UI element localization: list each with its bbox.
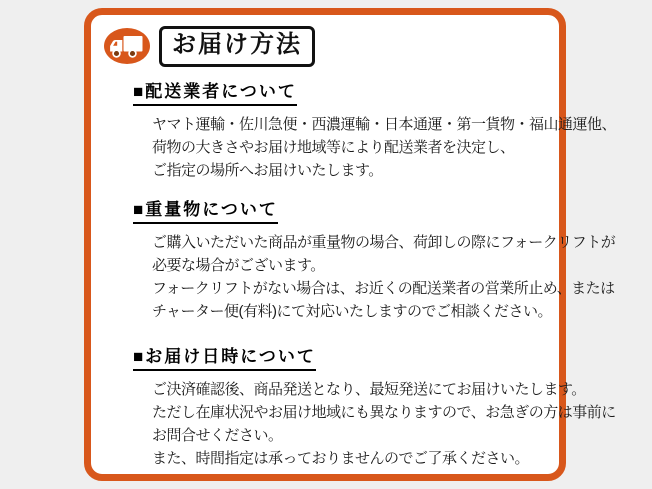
body-line: ご指定の場所へお届けいたします。 — [152, 161, 383, 179]
body-line: ヤマト運輸・佐川急便・西濃運輸・日本通運・第一貨物・福山通運他、 — [152, 115, 617, 133]
section-heavy-items — [133, 195, 616, 323]
body-line: フォークリフトがない場合は、お近くの配送業者の営業所止め、または — [152, 279, 615, 297]
section-body — [152, 378, 616, 470]
section-body — [152, 113, 617, 182]
panel-header — [104, 26, 559, 67]
body-line: チャーター便(有料)にて対応いたしますのでご相談ください。 — [152, 302, 553, 320]
body-line: ただし在庫状況やお届け地域にも異なりますので、お急ぎの方は事前に — [152, 403, 616, 421]
body-line: ご購入いただいた商品が重量物の場合、荷卸しの際にフォークリフトが — [152, 233, 616, 251]
section-heading: ■重量物について — [133, 195, 278, 224]
section-delivery-companies — [133, 77, 617, 182]
section-heading: ■配送業者について — [133, 77, 297, 106]
body-line: 荷物の大きさやお届け地域等により配送業者を決定し、 — [152, 138, 515, 156]
body-line: ご決済確認後、商品発送となり、最短発送にてお届けいたします。 — [152, 380, 586, 398]
section-heading: ■お届け日時について — [133, 342, 316, 371]
body-line: 必要な場合がございます。 — [152, 256, 325, 274]
sections-container — [133, 77, 617, 470]
truck-icon — [104, 28, 150, 64]
section-delivery-datetime — [133, 342, 616, 470]
body-line: お問合せください。 — [152, 426, 283, 444]
delivery-info-panel — [84, 8, 617, 481]
page-title: お届け方法 — [159, 26, 315, 67]
section-body — [152, 231, 616, 323]
body-line: また、時間指定は承っておりませんのでご了承ください。 — [152, 449, 530, 467]
